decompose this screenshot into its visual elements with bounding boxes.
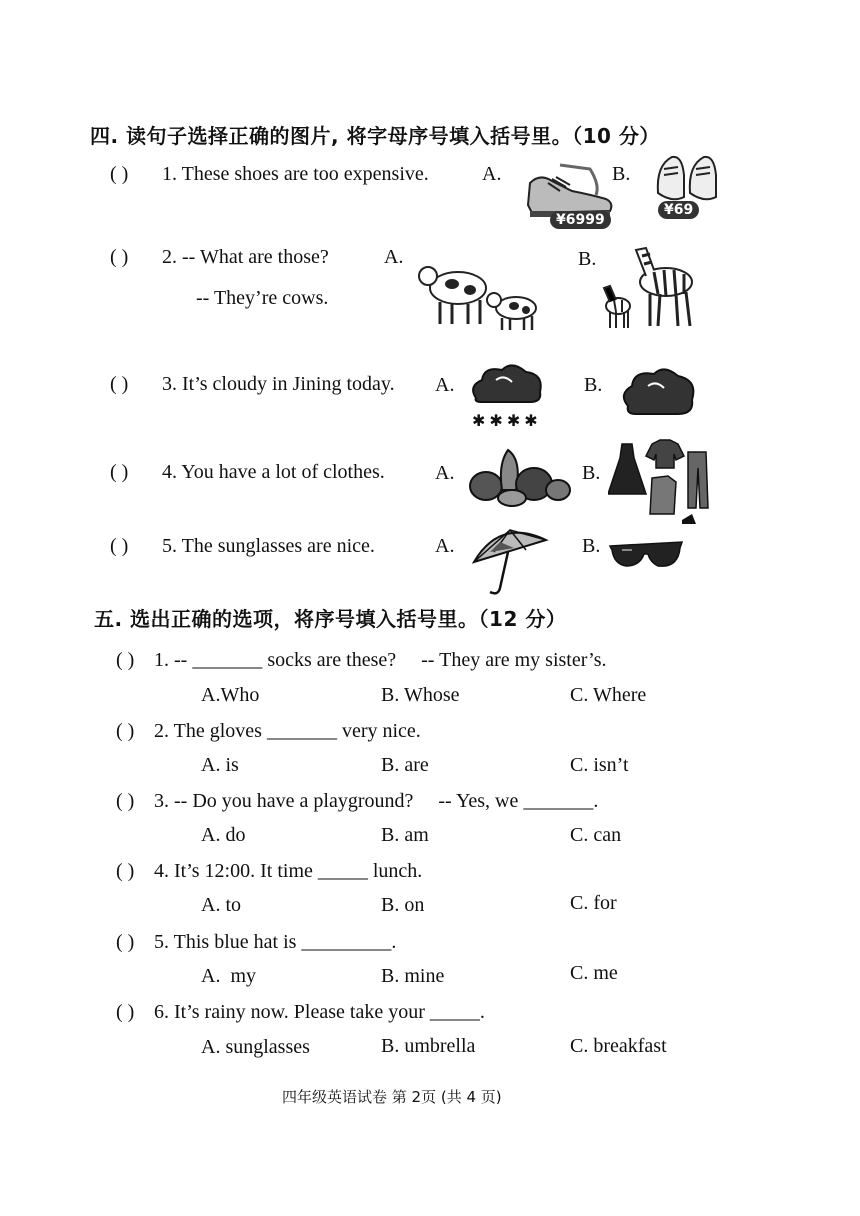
- option-b: B. mine: [381, 965, 445, 987]
- zebras-icon[interactable]: [596, 242, 706, 334]
- svg-text:✱ ✱ ✱ ✱: ✱ ✱ ✱ ✱: [472, 413, 538, 430]
- cloud-icon[interactable]: [618, 364, 698, 424]
- answer-paren[interactable]: ( ): [116, 860, 135, 882]
- option-c: C. me: [570, 962, 618, 984]
- sunglasses-icon[interactable]: [608, 538, 684, 574]
- option-a: A.Who: [201, 684, 260, 706]
- option-b: B. am: [381, 824, 429, 846]
- option-c: C. Where: [570, 684, 647, 706]
- option-b-label: B.: [612, 163, 631, 185]
- option-a-label: A.: [482, 163, 502, 185]
- answer-paren[interactable]: ( ): [116, 1001, 135, 1023]
- option-c: C. for: [570, 892, 617, 914]
- option-b: B. umbrella: [381, 1035, 476, 1057]
- question-text: 2. The gloves _______ very nice.: [154, 720, 421, 742]
- section4-heading: 四. 读句子选择正确的图片, 将字母序号填入括号里。（10 分）: [90, 124, 660, 148]
- answer-paren[interactable]: ( ): [110, 535, 129, 557]
- answer-paren[interactable]: ( ): [110, 461, 129, 483]
- umbrella-icon[interactable]: [470, 522, 550, 598]
- option-a: A. to: [201, 894, 241, 916]
- option-b-label: B.: [582, 462, 601, 484]
- price-tag-a: ¥6999: [550, 211, 611, 229]
- shoes-icon[interactable]: [520, 155, 620, 235]
- answer-paren[interactable]: ( ): [116, 649, 135, 671]
- question-text: 4. You have a lot of clothes.: [162, 461, 385, 483]
- option-a-label: A.: [435, 374, 455, 396]
- answer-paren[interactable]: ( ): [110, 373, 129, 395]
- option-a-label: A.: [435, 462, 455, 484]
- option-a: A. do: [201, 824, 246, 846]
- option-c: C. isn’t: [570, 754, 629, 776]
- option-b: B. are: [381, 754, 429, 776]
- cows-icon[interactable]: [408, 248, 548, 334]
- option-c: C. breakfast: [570, 1035, 667, 1057]
- option-b: B. on: [381, 894, 425, 916]
- option-c: C. can: [570, 824, 622, 846]
- question-text: 2. -- What are those?: [162, 246, 329, 268]
- option-b-label: B.: [582, 535, 601, 557]
- option-b-label: B.: [584, 374, 603, 396]
- snow-cloud-icon[interactable]: [466, 360, 546, 432]
- option-a: A. my: [201, 965, 256, 987]
- page-footer: 四年级英语试卷 第 2页 (共 4 页): [282, 1088, 502, 1106]
- question-text: 4. It’s 12:00. It time _____ lunch.: [154, 860, 423, 882]
- price-tag-b: ¥69: [658, 201, 699, 219]
- option-a: A. sunglasses: [201, 1036, 310, 1058]
- vegetables-icon[interactable]: [462, 440, 572, 510]
- answer-paren[interactable]: ( ): [110, 246, 129, 268]
- answer-paren[interactable]: ( ): [110, 163, 129, 185]
- option-a-label: A.: [435, 535, 455, 557]
- question-text: 6. It’s rainy now. Please take your _____.: [154, 1001, 485, 1023]
- question-text: 1. -- _______ socks are these? -- They are my sister’s.: [154, 649, 607, 671]
- section5-heading: 五. 选出正确的选项，将序号填入括号里。（12 分）: [94, 607, 567, 631]
- question-answer-text: -- They’re cows.: [196, 287, 329, 309]
- sneakers-icon[interactable]: [648, 145, 728, 225]
- answer-paren[interactable]: ( ): [116, 931, 135, 953]
- option-a: A. is: [201, 754, 239, 776]
- clothes-icon[interactable]: [608, 438, 714, 528]
- answer-paren[interactable]: ( ): [116, 790, 135, 812]
- question-text: 5. This blue hat is _________.: [154, 931, 397, 953]
- option-a-label: A.: [384, 246, 404, 268]
- question-text: 1. These shoes are too expensive.: [162, 163, 429, 185]
- question-text: 3. It’s cloudy in Jining today.: [162, 373, 395, 395]
- option-b-label: B.: [578, 248, 597, 270]
- question-text: 5. The sunglasses are nice.: [162, 535, 375, 557]
- option-b: B. Whose: [381, 684, 460, 706]
- question-text: 3. -- Do you have a playground? -- Yes, we _______.: [154, 790, 599, 812]
- answer-paren[interactable]: ( ): [116, 720, 135, 742]
